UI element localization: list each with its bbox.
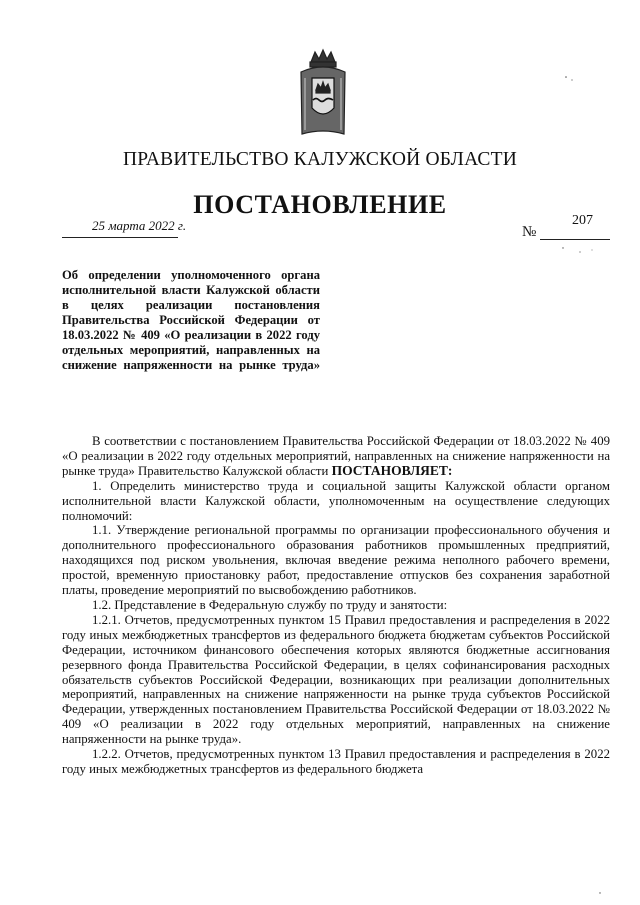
- document-date: 25 марта 2022 г.: [92, 218, 187, 233]
- number-underline: [540, 239, 610, 240]
- date-underline: [62, 237, 178, 238]
- decree-word: ПОСТАНОВЛЯЕТ:: [331, 462, 453, 478]
- document-type-title: ПОСТАНОВЛЕНИЕ: [193, 190, 447, 219]
- paragraph-1-2-1: 1.2.1. Отчетов, предусмотренных пунктом 15 Правил предоставления и распределения в 2022 году иных межбюджетных трансфертов из федерального бюджета бюджетам субъектов Российской Федерации, источником финансового обеспечения которых являются бюджетные ассигнования резервного фонда Правительства Российской Федерации, в целях софинансирования расходных обязательств субъектов Российской Федерации, возникающих при реализации дополнительных мероприятий, направленных на снижение напряженности на рынке труда субъектов Российской Федерации, утвержденных постановлением Правительства Российской Федерации от 18.03.2022 № 409 «О реализации в 2022 году отдельных мероприятий, направленных на снижение напряженности на рынке труда».: [62, 612, 610, 747]
- document-number: 207: [572, 213, 593, 228]
- document-subject: Об определении уполномоченного органа исполнительной власти Калужской области в целях реализации постановления Правительства Российской Федерации от 18.03.2022 № 409 «О реализации в 2022 году отдельных мероприятий, направленных на снижение напряженности на рынке труда»: [62, 268, 320, 372]
- intro-paragraph: [62, 434, 610, 479]
- paragraph-1-2-2: 1.2.2. Отчетов, предусмотренных пунктом 13 Правил предоставления и распределения в 2022 году иных межбюджетных трансфертов из федерального бюджета: [62, 747, 610, 776]
- government-title: ПРАВИТЕЛЬСТВО КАЛУЖСКОЙ ОБЛАСТИ: [123, 149, 517, 170]
- kaluga-coat-of-arms-emblem: [297, 48, 349, 138]
- paragraph-1-2: 1.2. Представление в Федеральную службу по труду и занятости:: [92, 597, 448, 612]
- number-label: №: [522, 224, 537, 240]
- intro-text: В соответствии с постановлением Правительства Российской Федерации от 18.03.2022 № 409 «О реализации в 2022 году отдельных мероприятий, направленных на снижение напряженности на рынке труда» Правительство Калужской области: [62, 434, 610, 478]
- paragraph-1-1: 1.1. Утверждение региональной программы по организации профессионального обучения и дополнительного профессионального образования работников промышленных предприятий, находящихся под риском увольнения, включая введение режима неполного рабочего времени, простой, временную приостановку работ, предоставление отпусков без сохранения заработной платы, проведение мероприятий по высвобождению работников.: [62, 523, 610, 598]
- document-body: [62, 434, 610, 777]
- paragraph-1: 1. Определить министерство труда и социальной защиты Калужской области органом исполнительной власти Калужской области, уполномоченным на осуществление следующих полномочий:: [62, 478, 610, 523]
